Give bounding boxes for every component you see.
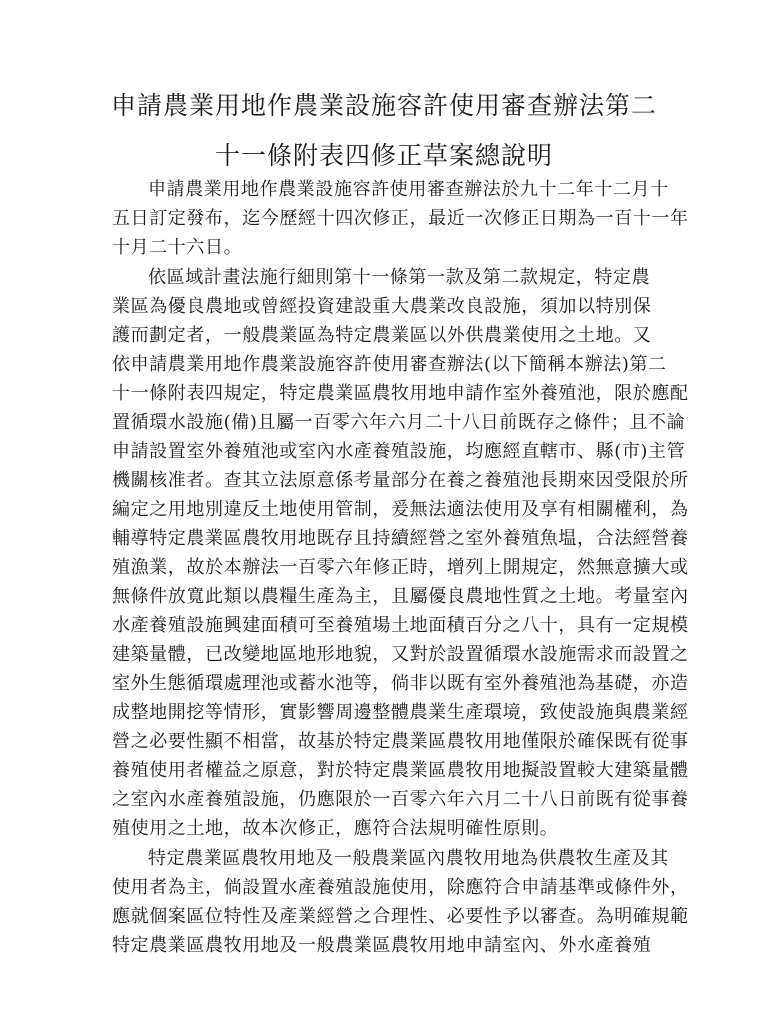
document-title-line-2: 十一條附表四修正草案總說明 — [214, 141, 553, 170]
paragraph-2-line-8: 機關核准者。查其立法原意係考量部分在養之養殖池長期來因受限於所 — [112, 470, 689, 491]
paragraph-3-line-1: 特定農業區農牧用地及一般農業區內農牧用地為供農牧生產及其 — [148, 848, 669, 869]
paragraph-2-line-4: 依申請農業用地作農業設施容許使用審查辦法(以下簡稱本辦法)第二 — [112, 354, 667, 375]
paragraph-3-line-2: 使用者為主，倘設置水產養殖設施使用，除應符合申請基準或條件外， — [112, 877, 689, 898]
paragraph-3-line-3: 應就個案區位特性及產業經營之合理性、必要性予以審查。為明確規範 — [112, 906, 689, 927]
paragraph-2-line-16: 成整地開挖等情形，實影響周邊整體農業生產環境，致使設施與農業經 — [112, 702, 689, 723]
paragraph-2-line-15: 室外生態循環處理池或蓄水池等，倘非以既有室外養殖池為基礎，亦造 — [112, 673, 689, 694]
document-title-line-1: 申請農業用地作農業設施容許使用審查辦法第二 — [110, 91, 657, 120]
paragraph-2-line-7: 申請設置室外養殖池或室內水產養殖設施，均應經直轄市、縣(市)主管 — [112, 441, 686, 462]
paragraph-2-line-3: 護而劃定者，一般農業區為特定農業區以外供農業使用之土地。又 — [112, 325, 652, 346]
paragraph-1-line-2: 五日訂定發布，迄今歷經十四次修正，最近一次修正日期為一百十一年 — [112, 208, 689, 229]
paragraph-2-line-17: 營之必要性顯不相當，故基於特定農業區農牧用地僅限於確保既有從事 — [112, 731, 689, 752]
paragraph-2-line-14: 建築量體，已改變地區地形地貌，又對於設置循環水設施需求而設置之 — [112, 644, 689, 665]
paragraph-2-line-20: 殖使用之土地，故本次修正，應符合法規明確性原則。 — [112, 818, 559, 839]
paragraph-2-line-1: 依區域計畫法施行細則第十一條第一款及第二款規定，特定農 — [148, 267, 651, 288]
paragraph-3-line-4: 特定農業區農牧用地及一般農業區農牧用地申請室內、外水產養殖 — [112, 935, 652, 956]
paragraph-2-line-5: 十一條附表四規定，特定農業區農牧用地申請作室外養殖池，限於應配 — [112, 383, 689, 404]
paragraph-2-line-10: 輔導特定農業區農牧用地既存且持續經營之室外養殖魚塭，合法經營養 — [112, 528, 689, 549]
paragraph-2-line-13: 水產養殖設施興建面積可至養殖場土地面積百分之八十，具有一定規模 — [112, 615, 689, 636]
paragraph-2-line-18: 養殖使用者權益之原意，對於特定農業區農牧用地擬設置較大建築量體 — [112, 760, 689, 781]
paragraph-2-line-6: 置循環水設施(備)且屬一百零六年六月二十八日前既存之條件；且不論 — [112, 412, 686, 433]
paragraph-2-line-19: 之室內水產養殖設施，仍應限於一百零六年六月二十八日前既有從事養 — [112, 789, 689, 810]
paragraph-2-line-12: 無條件放寬此類以農糧生產為主，且屬優良農地性質之土地。考量室內 — [112, 586, 689, 607]
paragraph-1-line-1: 申請農業用地作農業設施容許使用審查辦法於九十二年十二月十 — [148, 179, 669, 200]
paragraph-1-line-3: 十月二十六日。 — [112, 237, 243, 258]
paragraph-2-line-11: 殖漁業，故於本辦法一百零六年修正時，增列上開規定，然無意擴大或 — [112, 557, 689, 578]
paragraph-2-line-9: 編定之用地別違反土地使用管制，爰無法適法使用及享有相關權利，為 — [112, 499, 689, 520]
paragraph-2-line-2: 業區為優良農地或曾經投資建設重大農業改良設施，須加以特別保 — [112, 296, 652, 317]
